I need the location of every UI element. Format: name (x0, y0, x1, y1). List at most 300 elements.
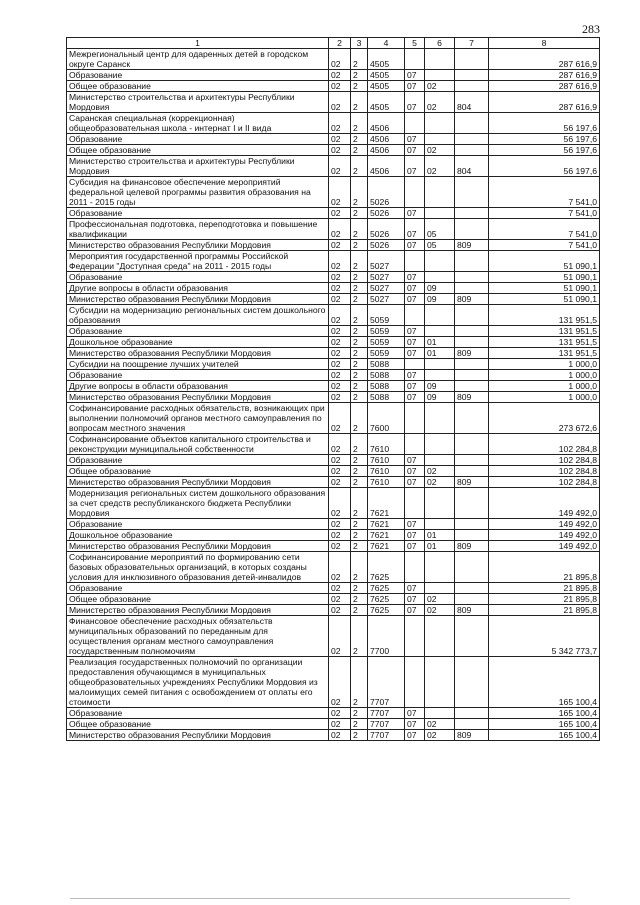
code-cell: 02 (425, 92, 455, 113)
table-row (67, 530, 600, 541)
item-name-cell: Мероприятия государственной программы Российской Федерации "Доступная среда" на 2011 - 2015 годы (67, 251, 329, 272)
code-cell: 7625 (368, 605, 405, 616)
code-cell: 01 (425, 348, 455, 359)
code-cell: 2 (351, 434, 368, 455)
code-cell: 2 (351, 719, 368, 730)
column-header: 1 (67, 38, 329, 49)
code-cell: 02 (425, 145, 455, 156)
code-cell: 02 (425, 605, 455, 616)
code-cell (455, 134, 489, 145)
code-cell (425, 434, 455, 455)
code-cell: 2 (351, 392, 368, 403)
code-cell: 07 (405, 283, 425, 294)
code-cell (455, 49, 489, 70)
table-row (67, 381, 600, 392)
amount-cell: 51 090,1 (489, 272, 600, 283)
amount-cell: 1 000,0 (489, 381, 600, 392)
code-cell: 7707 (368, 708, 405, 719)
item-name-cell: Министерство образования Республики Мордовия (67, 348, 329, 359)
table-row (67, 359, 600, 370)
code-cell: 7621 (368, 488, 405, 519)
code-cell: 02 (329, 403, 351, 434)
code-cell: 07 (405, 381, 425, 392)
code-cell: 02 (329, 657, 351, 708)
item-name-cell: Министерство образования Республики Мордовия (67, 541, 329, 552)
code-cell: 7610 (368, 466, 405, 477)
column-header: 8 (489, 38, 600, 49)
code-cell (455, 552, 489, 583)
code-cell: 2 (351, 583, 368, 594)
code-cell (455, 530, 489, 541)
table-row (67, 156, 600, 177)
code-cell: 09 (425, 392, 455, 403)
table-row (67, 113, 600, 134)
table-row (67, 552, 600, 583)
code-cell: 07 (405, 294, 425, 305)
code-cell: 05 (425, 240, 455, 251)
code-cell: 4505 (368, 70, 405, 81)
code-cell: 7700 (368, 616, 405, 657)
table-row (67, 477, 600, 488)
code-cell: 07 (405, 326, 425, 337)
code-cell: 02 (329, 434, 351, 455)
code-cell: 02 (329, 719, 351, 730)
code-cell: 809 (455, 477, 489, 488)
code-cell: 07 (405, 134, 425, 145)
code-cell: 02 (329, 240, 351, 251)
item-name-cell: Министерство строительства и архитектуры Республики Мордовия (67, 156, 329, 177)
item-name-cell: Финансовое обеспечение расходных обязательств муниципальных образований по переданным для осуществления органам местного самоуправления государственным полномочиям (67, 616, 329, 657)
table-row (67, 70, 600, 81)
code-cell: 02 (425, 156, 455, 177)
item-name-cell: Образование (67, 208, 329, 219)
code-cell: 07 (405, 730, 425, 741)
table-row (67, 455, 600, 466)
table-row (67, 488, 600, 519)
table-row (67, 370, 600, 381)
item-name-cell: Межрегиональный центр для одаренных детей в городском округе Саранск (67, 49, 329, 70)
amount-cell: 165 100,4 (489, 719, 600, 730)
item-name-cell: Субсидия на финансовое обеспечение мероприятий федеральной целевой программы развития образования на 2011 - 2015 годы (67, 177, 329, 208)
code-cell: 2 (351, 455, 368, 466)
code-cell: 07 (405, 719, 425, 730)
code-cell: 5059 (368, 337, 405, 348)
table-row (67, 466, 600, 477)
table-row (67, 616, 600, 657)
code-cell (455, 657, 489, 708)
amount-cell: 102 284,8 (489, 466, 600, 477)
item-name-cell: Министерство образования Республики Мордовия (67, 477, 329, 488)
code-cell (425, 519, 455, 530)
column-header: 6 (425, 38, 455, 49)
code-cell: 2 (351, 616, 368, 657)
table-row (67, 272, 600, 283)
table-row (67, 305, 600, 326)
code-cell: 2 (351, 541, 368, 552)
amount-cell: 287 616,9 (489, 70, 600, 81)
table-row (67, 519, 600, 530)
code-cell: 02 (329, 530, 351, 541)
code-cell: 7610 (368, 434, 405, 455)
code-cell: 2 (351, 219, 368, 240)
amount-cell: 21 895,8 (489, 594, 600, 605)
code-cell (455, 337, 489, 348)
item-name-cell: Министерство образования Республики Мордовия (67, 605, 329, 616)
code-cell: 7621 (368, 541, 405, 552)
code-cell: 7621 (368, 530, 405, 541)
code-cell (455, 708, 489, 719)
amount-cell: 149 492,0 (489, 488, 600, 519)
table-row (67, 251, 600, 272)
code-cell: 804 (455, 92, 489, 113)
code-cell: 5027 (368, 283, 405, 294)
code-cell (405, 403, 425, 434)
code-cell: 7610 (368, 455, 405, 466)
code-cell: 809 (455, 240, 489, 251)
code-cell: 07 (405, 594, 425, 605)
code-cell: 7707 (368, 730, 405, 741)
amount-cell: 149 492,0 (489, 519, 600, 530)
code-cell: 02 (329, 616, 351, 657)
code-cell: 2 (351, 657, 368, 708)
code-cell (425, 134, 455, 145)
table-row (67, 541, 600, 552)
code-cell: 07 (405, 70, 425, 81)
code-cell: 07 (405, 530, 425, 541)
code-cell: 07 (405, 145, 425, 156)
code-cell: 2 (351, 294, 368, 305)
table-row (67, 583, 600, 594)
code-cell: 02 (329, 81, 351, 92)
code-cell (405, 177, 425, 208)
code-cell: 07 (405, 455, 425, 466)
code-cell: 2 (351, 251, 368, 272)
code-cell: 2 (351, 305, 368, 326)
code-cell: 2 (351, 594, 368, 605)
code-cell: 2 (351, 81, 368, 92)
item-name-cell: Профессиональная подготовка, переподготовка и повышение квалификации (67, 219, 329, 240)
item-name-cell: Саранская специальная (коррекционная) общеобразовательная школа - интернат I и II вида (67, 113, 329, 134)
code-cell: 07 (405, 240, 425, 251)
code-cell: 5059 (368, 348, 405, 359)
code-cell (425, 113, 455, 134)
table-row (67, 605, 600, 616)
code-cell: 809 (455, 605, 489, 616)
code-cell (405, 113, 425, 134)
code-cell: 02 (329, 488, 351, 519)
table-row (67, 294, 600, 305)
item-name-cell: Министерство образования Республики Мордовия (67, 730, 329, 741)
amount-cell: 131 951,5 (489, 326, 600, 337)
code-cell: 7621 (368, 519, 405, 530)
code-cell: 7707 (368, 657, 405, 708)
code-cell: 09 (425, 294, 455, 305)
code-cell: 5088 (368, 370, 405, 381)
code-cell (455, 594, 489, 605)
code-cell: 2 (351, 240, 368, 251)
code-cell (455, 455, 489, 466)
table-row (67, 81, 600, 92)
item-name-cell: Образование (67, 272, 329, 283)
code-cell (405, 49, 425, 70)
code-cell: 2 (351, 730, 368, 741)
item-name-cell: Реализация государственных полномочий по организации предоставления обучающимся в муниципальных общеобразовательных учреждениях Республики Мордовия из малоимущих семей питания с освобождением от оплаты его стоимости (67, 657, 329, 708)
item-name-cell: Субсидии на поощрение лучших учителей (67, 359, 329, 370)
code-cell (455, 81, 489, 92)
budget-table (66, 37, 600, 741)
code-cell: 07 (405, 605, 425, 616)
table-row (67, 283, 600, 294)
code-cell (455, 272, 489, 283)
code-cell: 5059 (368, 305, 405, 326)
code-cell: 07 (405, 370, 425, 381)
code-cell: 02 (329, 359, 351, 370)
code-cell: 07 (405, 337, 425, 348)
table-row (67, 719, 600, 730)
item-name-cell: Образование (67, 708, 329, 719)
code-cell: 02 (329, 251, 351, 272)
code-cell (455, 403, 489, 434)
item-name-cell: Софинансирование расходных обязательств, возникающих при выполнении полномочий органов местного самоуправления по вопросам местного значения (67, 403, 329, 434)
code-cell: 2 (351, 177, 368, 208)
code-cell: 2 (351, 92, 368, 113)
table-row (67, 145, 600, 156)
item-name-cell: Общее образование (67, 719, 329, 730)
item-name-cell: Министерство строительства и архитектуры Республики Мордовия (67, 92, 329, 113)
amount-cell: 273 672,6 (489, 403, 600, 434)
code-cell: 02 (329, 283, 351, 294)
code-cell: 2 (351, 272, 368, 283)
amount-cell: 21 895,8 (489, 552, 600, 583)
table-row (67, 49, 600, 70)
code-cell: 2 (351, 477, 368, 488)
code-cell: 5027 (368, 251, 405, 272)
code-cell (455, 219, 489, 240)
column-header: 2 (329, 38, 351, 49)
code-cell: 2 (351, 488, 368, 519)
item-name-cell: Общее образование (67, 594, 329, 605)
item-name-cell: Другие вопросы в области образования (67, 381, 329, 392)
code-cell (455, 208, 489, 219)
code-cell (425, 305, 455, 326)
amount-cell: 131 951,5 (489, 337, 600, 348)
code-cell: 02 (329, 605, 351, 616)
code-cell (455, 719, 489, 730)
table-row (67, 134, 600, 145)
amount-cell: 56 197,6 (489, 134, 600, 145)
code-cell: 07 (405, 156, 425, 177)
code-cell: 2 (351, 530, 368, 541)
table-row (67, 594, 600, 605)
code-cell (405, 616, 425, 657)
code-cell: 02 (329, 219, 351, 240)
code-cell (455, 113, 489, 134)
item-name-cell: Образование (67, 583, 329, 594)
code-cell: 02 (329, 708, 351, 719)
code-cell: 01 (425, 337, 455, 348)
code-cell: 2 (351, 605, 368, 616)
item-name-cell: Модернизация региональных систем дошкольного образования за счет средств республиканского бюджета Республики Мордовия (67, 488, 329, 519)
code-cell: 02 (329, 145, 351, 156)
code-cell: 5027 (368, 272, 405, 283)
code-cell: 2 (351, 337, 368, 348)
code-cell (455, 145, 489, 156)
code-cell: 02 (329, 294, 351, 305)
amount-cell: 102 284,8 (489, 455, 600, 466)
code-cell: 07 (405, 219, 425, 240)
code-cell (405, 305, 425, 326)
code-cell: 02 (329, 70, 351, 81)
code-cell: 2 (351, 370, 368, 381)
code-cell: 2 (351, 519, 368, 530)
code-cell (405, 488, 425, 519)
code-cell: 2 (351, 208, 368, 219)
code-cell: 02 (329, 370, 351, 381)
table-row (67, 208, 600, 219)
code-cell: 02 (329, 272, 351, 283)
code-cell: 5088 (368, 392, 405, 403)
code-cell: 02 (425, 719, 455, 730)
code-cell: 07 (405, 348, 425, 359)
item-name-cell: Министерство образования Республики Мордовия (67, 240, 329, 251)
item-name-cell: Образование (67, 370, 329, 381)
code-cell: 5088 (368, 381, 405, 392)
code-cell: 7625 (368, 583, 405, 594)
code-cell (455, 466, 489, 477)
code-cell: 2 (351, 381, 368, 392)
code-cell: 02 (329, 92, 351, 113)
table-row (67, 326, 600, 337)
code-cell (425, 583, 455, 594)
code-cell: 07 (405, 541, 425, 552)
code-cell: 01 (425, 530, 455, 541)
code-cell (455, 251, 489, 272)
code-cell: 07 (405, 708, 425, 719)
code-cell: 07 (405, 392, 425, 403)
code-cell: 2 (351, 348, 368, 359)
item-name-cell: Образование (67, 326, 329, 337)
code-cell (455, 488, 489, 519)
code-cell (425, 359, 455, 370)
code-cell: 5088 (368, 359, 405, 370)
code-cell (425, 455, 455, 466)
amount-cell: 7 541,0 (489, 240, 600, 251)
code-cell: 07 (405, 477, 425, 488)
code-cell: 4506 (368, 113, 405, 134)
footer-divider (70, 898, 570, 899)
code-cell: 809 (455, 730, 489, 741)
code-cell: 02 (329, 466, 351, 477)
code-cell: 02 (329, 583, 351, 594)
code-cell (405, 359, 425, 370)
amount-cell: 56 197,6 (489, 145, 600, 156)
amount-cell: 149 492,0 (489, 530, 600, 541)
code-cell: 02 (329, 477, 351, 488)
code-cell: 02 (425, 466, 455, 477)
code-cell: 02 (425, 81, 455, 92)
code-cell: 02 (425, 730, 455, 741)
column-header: 7 (455, 38, 489, 49)
item-name-cell: Дошкольное образование (67, 337, 329, 348)
code-cell: 02 (425, 594, 455, 605)
code-cell: 4505 (368, 92, 405, 113)
code-cell: 2 (351, 134, 368, 145)
code-cell: 7707 (368, 719, 405, 730)
table-row (67, 708, 600, 719)
code-cell: 2 (351, 283, 368, 294)
item-name-cell: Образование (67, 455, 329, 466)
code-cell (425, 403, 455, 434)
amount-cell: 21 895,8 (489, 583, 600, 594)
code-cell: 07 (405, 92, 425, 113)
code-cell: 09 (425, 283, 455, 294)
code-cell (425, 616, 455, 657)
column-header: 4 (368, 38, 405, 49)
table-row (67, 92, 600, 113)
code-cell: 2 (351, 708, 368, 719)
code-cell: 809 (455, 348, 489, 359)
item-name-cell: Софинансирование объектов капитального строительства и реконструкции муниципальной собственности (67, 434, 329, 455)
code-cell (425, 488, 455, 519)
code-cell: 07 (405, 208, 425, 219)
amount-cell: 1 000,0 (489, 370, 600, 381)
amount-cell: 5 342 773,7 (489, 616, 600, 657)
code-cell: 05 (425, 219, 455, 240)
code-cell (405, 657, 425, 708)
code-cell: 2 (351, 145, 368, 156)
item-name-cell: Дошкольное образование (67, 530, 329, 541)
amount-cell: 131 951,5 (489, 305, 600, 326)
code-cell: 02 (329, 337, 351, 348)
code-cell: 09 (425, 381, 455, 392)
amount-cell: 56 197,6 (489, 113, 600, 134)
item-name-cell: Образование (67, 70, 329, 81)
amount-cell: 165 100,4 (489, 708, 600, 719)
item-name-cell: Общее образование (67, 466, 329, 477)
amount-cell: 1 000,0 (489, 359, 600, 370)
item-name-cell: Образование (67, 519, 329, 530)
code-cell (425, 70, 455, 81)
code-cell: 4506 (368, 145, 405, 156)
amount-cell: 51 090,1 (489, 283, 600, 294)
code-cell: 02 (329, 305, 351, 326)
code-cell: 804 (455, 156, 489, 177)
code-cell: 2 (351, 113, 368, 134)
amount-cell: 7 541,0 (489, 219, 600, 240)
code-cell: 02 (329, 392, 351, 403)
code-cell: 02 (329, 113, 351, 134)
code-cell: 809 (455, 392, 489, 403)
code-cell: 07 (405, 466, 425, 477)
code-cell: 02 (329, 730, 351, 741)
page-number: 283 (582, 22, 600, 36)
table-row (67, 730, 600, 741)
code-cell: 5059 (368, 326, 405, 337)
code-cell: 2 (351, 156, 368, 177)
column-header: 3 (351, 38, 368, 49)
code-cell (425, 251, 455, 272)
code-cell: 4505 (368, 81, 405, 92)
item-name-cell: Софинансирование мероприятий по формированию сети базовых образовательных организаций, в которых созданы условия для инклюзивного образования детей-инвалидов (67, 552, 329, 583)
code-cell (425, 177, 455, 208)
code-cell: 809 (455, 294, 489, 305)
code-cell: 01 (425, 541, 455, 552)
item-name-cell: Другие вопросы в области образования (67, 283, 329, 294)
item-name-cell: Министерство образования Республики Мордовия (67, 294, 329, 305)
code-cell: 2 (351, 359, 368, 370)
table-body (67, 49, 600, 741)
amount-cell: 102 284,8 (489, 477, 600, 488)
